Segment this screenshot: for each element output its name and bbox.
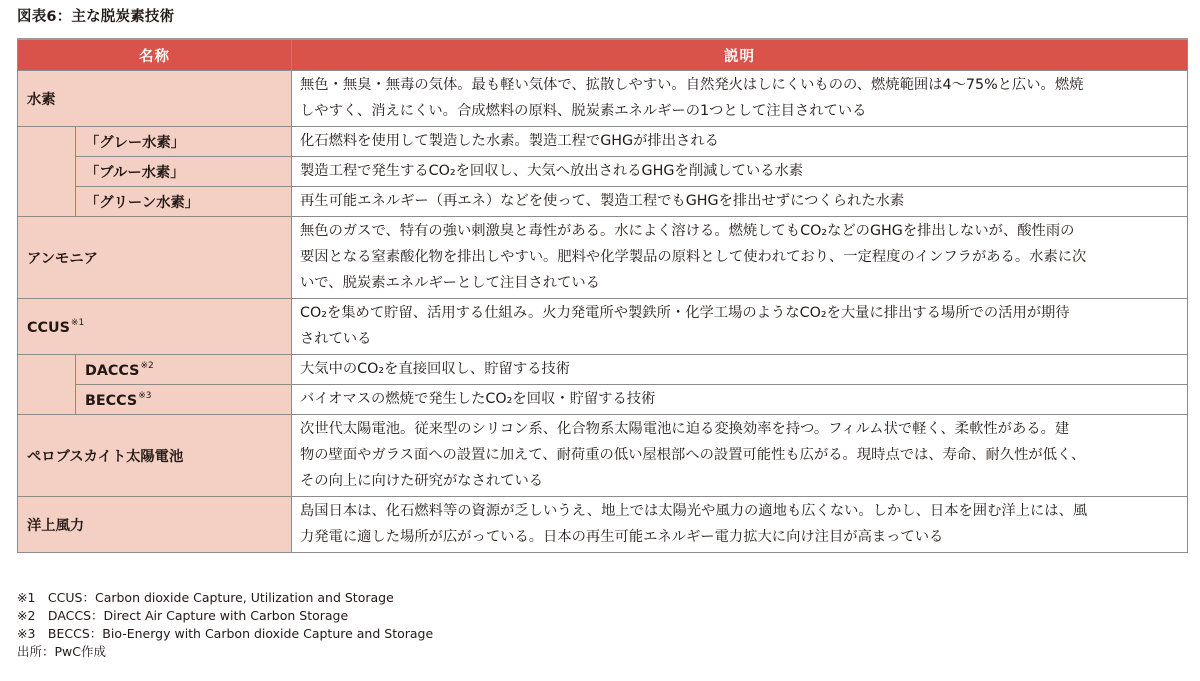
table-row bbox=[18, 127, 1188, 157]
footnote-ref: ※3 bbox=[138, 390, 152, 401]
table-header-row bbox=[18, 39, 1188, 71]
row-name: BECCS$^{※3}$ bbox=[76, 385, 292, 415]
row-description: 化石燃料を使用して製造した水素。製造工程でGHGが排出される bbox=[292, 127, 1188, 157]
row-name: 「グレー水素」 bbox=[76, 127, 292, 157]
decarbonization-tech-table bbox=[17, 38, 1188, 553]
row-description: 製造工程で発生するCO₂を回収し、大気へ放出されるGHGを削減している水素 bbox=[292, 157, 1188, 187]
table-row bbox=[18, 217, 1188, 299]
row-name: 「ブルー水素」 bbox=[76, 157, 292, 187]
header-description: 説明 bbox=[292, 39, 1188, 71]
row-description: バイオマスの燃焼で発生したCO₂を回収・貯留する技術 bbox=[292, 385, 1188, 415]
table-row bbox=[18, 71, 1188, 127]
table-row bbox=[18, 415, 1188, 497]
footnote-ref: ※2 bbox=[140, 360, 154, 371]
row-description: 島国日本は、化石燃料等の資源が乏しいうえ、地上では太陽光や風力の適地も広くない。しかし、日本を囲む洋上には、風 力発電に適した場所が広がっている。日本の再生可能エネルギー電力拡大に向け注目が高まっている bbox=[292, 497, 1188, 553]
row-description: 大気中のCO₂を直接回収し、貯留する技術 bbox=[292, 355, 1188, 385]
row-name: アンモニア bbox=[18, 217, 292, 299]
row-name: ペロブスカイト太陽電池 bbox=[18, 415, 292, 497]
row-name: 洋上風力 bbox=[18, 497, 292, 553]
row-description: 無色のガスで、特有の強い刺激臭と毒性がある。水によく溶ける。燃焼してもCO₂などのGHGを排出しないが、酸性雨の 要因となる窒素酸化物を排出しやすい。肥料や化学製品の原料として使われており、一定程度のインフラがある。水素に次 いで、脱炭素エネルギーとして注目されている bbox=[292, 217, 1188, 299]
table-row bbox=[18, 355, 1188, 385]
table-row bbox=[18, 299, 1188, 355]
header-name: 名称 bbox=[18, 39, 292, 71]
row-description: CO₂を集めて貯留、活用する仕組み。火力発電所や製鉄所・化学工場のようなCO₂を大量に排出する場所での活用が期待 されている bbox=[292, 299, 1188, 355]
table-row bbox=[18, 385, 1188, 415]
row-description: 次世代太陽電池。従来型のシリコン系、化合物系太陽電池に迫る変換効率を持つ。フィルム状で軽く、柔軟性がある。建 物の壁面やガラス面への設置に加えて、耐荷重の低い屋根部への設置可能性も広がる。現時点では、寿命、耐久性が低く、 その向上に向けた研究がなされている bbox=[292, 415, 1188, 497]
source-note: 出所：PwC作成 bbox=[17, 644, 106, 659]
row-name: DACCS$^{※2}$ bbox=[76, 355, 292, 385]
footnote: ※2 DACCS：Direct Air Capture with Carbon Storage bbox=[17, 608, 349, 623]
table-row bbox=[18, 497, 1188, 553]
footnotes bbox=[17, 589, 433, 661]
row-name: CCUS$^{※1}$ bbox=[18, 299, 292, 355]
row-name: 「グリーン水素」 bbox=[76, 187, 292, 217]
row-description: 再生可能エネルギー（再エネ）などを使って、製造工程でもGHGを排出せずにつくられた水素 bbox=[292, 187, 1188, 217]
figure-title: 図表6：主な脱炭素技術 bbox=[17, 9, 175, 25]
footnote: ※1 CCUS：Carbon dioxide Capture, Utilization and Storage bbox=[17, 590, 394, 605]
row-description: 無色・無臭・無毒の気体。最も軽い気体で、拡散しやすい。自然発火はしにくいものの、燃焼範囲は4〜75%と広い。燃焼 しやすく、消えにくい。合成燃料の原料、脱炭素エネルギーの1つとして注目されている bbox=[292, 71, 1188, 127]
table-row bbox=[18, 187, 1188, 217]
footnote: ※3 BECCS：Bio-Energy with Carbon dioxide Capture and Storage bbox=[17, 626, 434, 641]
row-name: 水素 bbox=[18, 71, 292, 127]
table-row bbox=[18, 157, 1188, 187]
footnote-ref: ※1 bbox=[70, 317, 85, 328]
